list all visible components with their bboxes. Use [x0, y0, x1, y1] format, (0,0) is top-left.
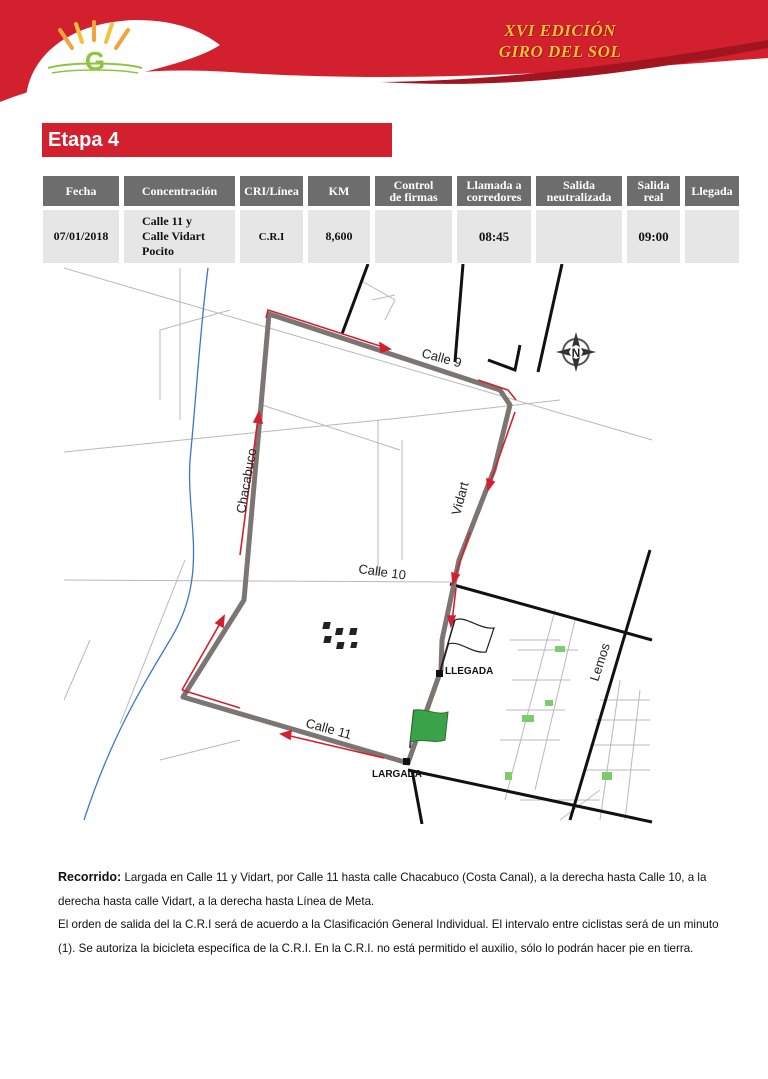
edition-title: XVI EDICIÓN — [504, 21, 616, 40]
value-salida-neutralizada — [536, 210, 622, 263]
compass-icon — [556, 332, 596, 372]
label-calle-9: Calle 9 — [420, 345, 464, 371]
header-salida-real — [627, 176, 680, 206]
value-concentracion-line3: Pocito — [142, 244, 174, 258]
logo-letter: G — [84, 46, 106, 76]
value-concentracion-line2: Calle Vidart — [142, 229, 205, 243]
header-llamada-corredores — [457, 176, 531, 206]
compass-label: N — [571, 346, 581, 360]
label-chacabuco: Chacabuco — [233, 447, 260, 515]
header-control-firmas — [375, 176, 452, 206]
label-lemos: Lemos — [586, 641, 613, 683]
header-llamada-line2: corredores — [466, 190, 522, 204]
header-concentracion: Concentración — [124, 176, 235, 206]
header-control-line2: de firmas — [389, 190, 438, 204]
header-salida-neutra-line2: neutralizada — [546, 190, 612, 204]
route-label: Recorrido: — [58, 870, 122, 884]
race-name: GIRO DEL SOL — [498, 42, 622, 61]
header-cri-linea: CRI/Línea — [240, 176, 303, 206]
header-llamada-line1: Llamada a — [466, 178, 522, 192]
header-llegada: Llegada — [685, 176, 739, 206]
stage-title: Etapa 4 — [42, 123, 392, 157]
header-salida-real-line1: Salida — [637, 178, 670, 192]
finish-label: LLEGADA — [445, 666, 494, 677]
label-calle-11: Calle 11 — [304, 715, 354, 742]
canal — [84, 268, 208, 820]
value-salida-real: 09:00 — [627, 210, 680, 263]
value-fecha: 07/01/2018 — [43, 210, 119, 263]
route-map — [64, 264, 654, 824]
label-vidart: Vidart — [448, 480, 472, 517]
route-path — [183, 314, 510, 763]
value-cri-linea: C.R.I — [240, 210, 303, 263]
header-banner — [0, 0, 768, 115]
header-salida-neutra-line1: Salida — [562, 178, 595, 192]
value-control-firmas — [375, 210, 452, 263]
value-concentracion-line1: Calle 11 y — [142, 214, 192, 228]
label-calle-10: Calle 10 — [357, 561, 407, 583]
header-salida-real-line2: real — [643, 190, 664, 204]
header-salida-neutralizada — [536, 176, 622, 206]
value-km: 8,600 — [308, 210, 370, 263]
value-llegada — [685, 210, 739, 263]
value-concentracion — [124, 210, 235, 263]
start-label: LARGADA — [372, 769, 422, 780]
value-llamada-corredores: 08:45 — [457, 210, 531, 263]
route-paragraph-1 — [58, 866, 730, 913]
route-line-1: Largada en Calle 11 y Vidart, por Calle 11 hasta calle Chacabuco (Costa Canal), a la derecha hasta Calle 10, a la derecha hasta calle Vidart, a la derecha hasta Línea de Meta. — [58, 871, 707, 908]
header-km: KM — [308, 176, 370, 206]
header-swoosh — [0, 0, 768, 115]
route-paragraph-2: El orden de salida del la C.R.I será de acuerdo a la Clasificación General Individual. El intervalo entre ciclistas será de un minuto (1). Se autoriza la bicicleta específica de la C.R.I. En la C.R.I. no está permitido el auxilio, sólo lo podrán hacer pie en tierra. — [58, 918, 719, 955]
header-fecha: Fecha — [43, 176, 119, 206]
header-control-line1: Control — [393, 178, 434, 192]
route-description — [58, 866, 730, 960]
